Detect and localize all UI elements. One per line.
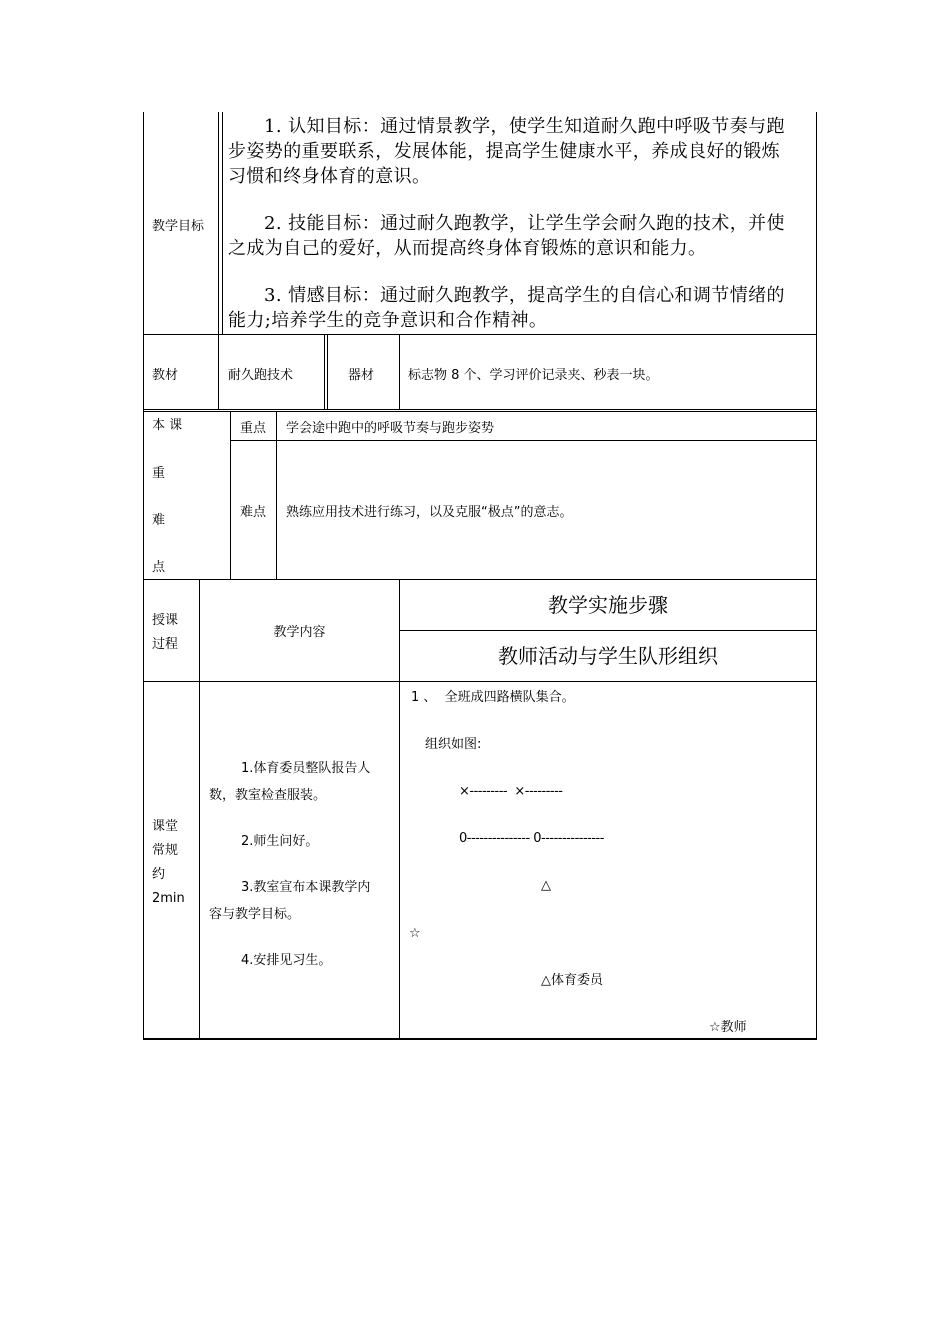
equipment-value: 标志物 8 个、学习评价记录夹、秒表一块。 — [408, 368, 659, 383]
triangle-icon: △ — [541, 878, 551, 893]
routine-content — [209, 755, 394, 974]
organization-label: 组织如图: — [425, 737, 482, 752]
routine-item: 4.安排见习生。 — [241, 953, 332, 968]
objective-skill — [228, 211, 813, 261]
star-icon: ☆ — [409, 926, 421, 941]
formation-row-x: ×--------- ×--------- — [459, 784, 563, 799]
routine-item: 数，教室检查服装。 — [209, 788, 327, 803]
table-bottom-border — [143, 1038, 817, 1040]
objective-line: 3. 情感目标：通过耐久跑教学，提高学生的自信心和调节情绪的 — [264, 285, 785, 306]
divider — [276, 411, 277, 579]
objective-line: 能力;培养学生的竞争意识和合作精神。 — [228, 310, 548, 331]
divider — [199, 579, 200, 1040]
content-header: 教学内容 — [273, 625, 326, 640]
process-label-line2: 过程 — [152, 637, 179, 652]
divider — [218, 334, 219, 410]
divider — [230, 411, 231, 579]
table-right-border — [816, 112, 817, 1040]
objective-cognitive — [228, 114, 813, 189]
row-divider — [143, 411, 817, 412]
routine-label-line: 课堂 — [152, 819, 179, 834]
routine-item: 容与教学目标。 — [209, 907, 301, 922]
key-points-label-2: 重 — [152, 466, 166, 481]
legend-monitor: △体育委员 — [541, 973, 603, 988]
materials-value: 耐久跑技术 — [228, 368, 294, 383]
difficulty-label: 难点 — [240, 505, 267, 520]
objective-line: 步姿势的重要联系，发展体能，提高学生健康水平，养成良好的锻炼 — [228, 141, 780, 162]
routine-label-line: 常规 — [152, 843, 179, 858]
objective-affective — [228, 283, 813, 333]
objective-line: 1. 认知目标：通过情景教学，使学生知道耐久跑中呼吸节奏与跑 — [264, 116, 785, 137]
row-divider — [143, 681, 817, 682]
objective-line: 2. 技能目标：通过耐久跑教学，让学生学会耐久跑的技术，并使 — [264, 213, 785, 234]
key-points-label-1: 本 课 — [152, 418, 183, 433]
divider — [324, 334, 325, 410]
table-left-border — [143, 112, 144, 1040]
routine-label — [152, 815, 185, 911]
difficulty-value: 熟练应用技术进行练习，以及克服“极点”的意志。 — [286, 505, 573, 520]
row-divider — [143, 334, 817, 335]
divider — [222, 112, 223, 334]
focus-value: 学会途中跑中的呼吸节奏与跑步姿势 — [286, 421, 495, 436]
key-points-label-3: 难 — [152, 513, 166, 528]
process-label-line1: 授课 — [152, 613, 179, 628]
objectives-label: 教学目标 — [152, 219, 205, 234]
activity-step1: 1 、 全班成四路横队集合。 — [411, 690, 575, 705]
divider — [327, 334, 328, 410]
routine-item: 3.教室宣布本课教学内 — [241, 880, 371, 895]
routine-item: 1.体育委员整队报告人 — [241, 761, 371, 776]
objective-line: 习惯和终身体育的意识。 — [228, 166, 431, 187]
divider — [218, 112, 219, 334]
focus-label: 重点 — [240, 421, 267, 436]
routine-label-line: 约 — [152, 867, 166, 882]
activities-title: 教师活动与学生队形组织 — [498, 644, 718, 668]
row-divider — [143, 579, 817, 580]
routine-item: 2.师生问好。 — [241, 834, 319, 849]
row-divider — [143, 409, 817, 410]
routine-label-line: 2min — [152, 891, 185, 906]
divider — [399, 334, 400, 410]
objective-line: 之成为自己的爱好，从而提高终身体育锻炼的意识和能力。 — [228, 238, 707, 259]
formation-row-0: 0--------------- 0--------------- — [459, 831, 604, 846]
legend-teacher: ☆教师 — [709, 1020, 747, 1035]
row-divider — [230, 440, 817, 441]
key-points-label-4: 点 — [152, 560, 166, 575]
row-divider — [399, 630, 817, 631]
equipment-label: 器材 — [348, 368, 375, 383]
steps-title: 教学实施步骤 — [548, 593, 668, 617]
materials-label: 教材 — [152, 368, 179, 383]
